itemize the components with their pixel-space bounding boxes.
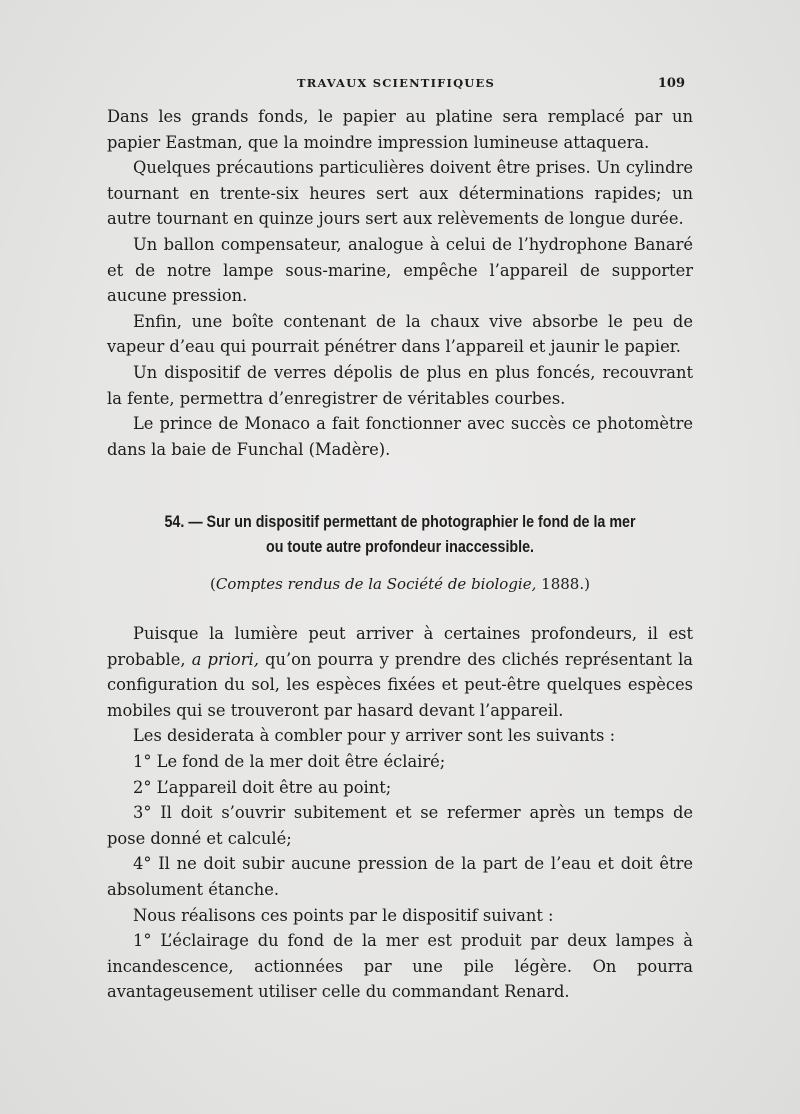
section-title-text: — Sur un dispositif permettant de photographier le fond de la mer xyxy=(188,512,636,531)
section-title-line1 xyxy=(148,509,652,534)
citation xyxy=(107,574,693,594)
paragraph: Un dispositif de verres dépolis de plus en plus foncés, recouvrant la fente, permettra d’enregistrer de véritables courbes. xyxy=(107,362,693,408)
paragraph: Le prince de Monaco a fait fonctionner avec succès ce photomètre dans la baie de Funchal (Madère). xyxy=(107,414,693,459)
paragraph: Nous réalisons ces points par le dispositif suivant : xyxy=(133,905,554,925)
list-item: 3° Il doit s’ouvrir subitement et se refermer après un temps de pose donné et calculé; xyxy=(107,803,693,848)
paragraph-italic: a priori, xyxy=(191,649,259,669)
list-item: 4° Il ne doit subir aucune pression de la part de l’eau et doit être absolument étanche. xyxy=(107,854,693,899)
citation-source: Comptes rendus de la Société de biologie, xyxy=(215,575,537,593)
paragraph xyxy=(107,621,693,723)
paragraph-text: Puisque la lumière peut arriver à certaines profondeurs, il est probable, xyxy=(107,624,693,669)
section-title-line2: ou toute autre profondeur inaccessible. xyxy=(265,537,535,556)
paragraph: Dans les grands fonds, le papier au platine sera remplacé par un papier Eastman, que la moindre impression lumineuse attaquera. xyxy=(107,107,693,152)
paragraph: Les desiderata à combler pour y arriver sont les suivants : xyxy=(133,726,616,746)
paragraph: Un ballon compensateur, analogue à celui de l’hydrophone Banaré et de notre lampe sous-marine, empêche l’appareil de supporter aucune pression. xyxy=(107,234,693,306)
paragraph-text: qu’on pourra y prendre des clichés représentant la configuration du sol, les espèces fixées et peut-être quelques espèces mobiles qui se trouveront par hasard devant l’appareil. xyxy=(107,649,693,720)
list-item: 1° Le fond de la mer doit être éclairé; xyxy=(133,751,446,771)
top-text-block xyxy=(107,104,693,462)
list-item: 2° L’appareil doit être au point; xyxy=(133,777,392,797)
paragraph: Enfin, une boîte contenant de la chaux vive absorbe le peu de vapeur d’eau qui pourrait pénétrer dans l’appareil et jaunir le papier. xyxy=(107,311,693,357)
citation-open-paren: ( xyxy=(210,575,216,593)
paragraph: Quelques précautions particulières doivent être prises. Un cylindre tournant en trente-six heures sert aux déterminations rapides; un autre tournant en quinze jours sert aux relèvements de longue durée. xyxy=(107,158,693,229)
citation-year: 1888.) xyxy=(541,575,590,593)
page-number: 109 xyxy=(657,76,685,91)
list-item: 1° L’éclairage du fond de la mer est produit par deux lampes à incandescence, actionnées par une pile légère. On pourra avantageusement utiliser celle du commandant Renard. xyxy=(107,931,693,1002)
section-number: 54. xyxy=(164,512,185,531)
page-header xyxy=(107,76,685,96)
running-title: TRAVAUX SCIENTIFIQUES xyxy=(296,76,496,90)
section-heading xyxy=(148,509,652,559)
bottom-text-block xyxy=(107,621,693,1005)
